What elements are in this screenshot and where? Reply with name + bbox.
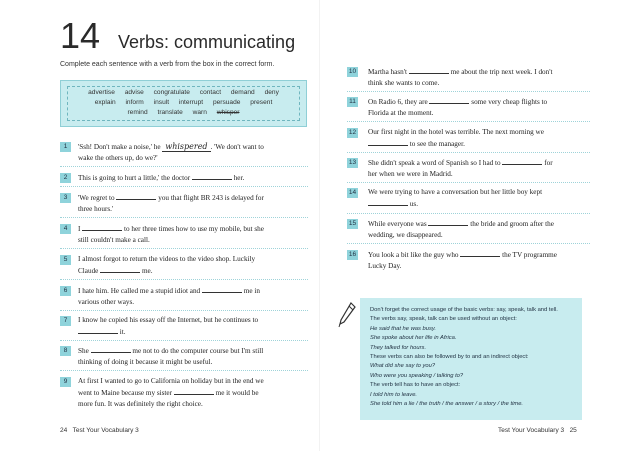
item-text: At first I wanted to go to California on holiday but in the end we [78, 377, 264, 385]
exercise-item-12 [368, 127, 590, 150]
item-text: the TV programme [500, 251, 557, 259]
tip-line: Don't forget the correct usage of the basic verbs: say, speak, talk and tell. [370, 307, 558, 313]
divider [347, 213, 590, 214]
item-text: wake the others up, do we?' [78, 154, 158, 162]
tip-line: The verb tell has to have an object: [370, 382, 461, 389]
word-box-row-1 [61, 89, 306, 96]
item-text: Martha hasn't [368, 68, 409, 76]
word-item: interrupt [178, 99, 204, 106]
item-text: She didn't speak a word of Spanish so I had to [368, 159, 503, 167]
item-text: the bride and groom after the [468, 220, 554, 228]
tip-example: I told him to leave. [370, 391, 418, 398]
item-number: 13 [348, 159, 357, 166]
exercise-item-9 [78, 376, 308, 410]
item-text: her when we were in Madrid. [368, 170, 453, 178]
item-text: Our first night in the hotel was terrible. The next morning we [368, 128, 544, 136]
item-text: . 'We don't want to [210, 143, 264, 151]
divider [60, 279, 308, 280]
exercise-item-11 [368, 96, 590, 119]
divider [347, 182, 590, 183]
item-text: I almost forgot to return the videos to the video shop. Luckily [78, 255, 256, 263]
answer-blank[interactable] [116, 192, 156, 200]
tip-example: She spoke about her life in Africa. [370, 335, 457, 342]
item-number: 12 [348, 129, 357, 136]
item-number: 8 [60, 346, 71, 356]
item-text: various other ways. [78, 298, 135, 306]
divider [347, 152, 590, 153]
exercise-item-10 [368, 66, 590, 89]
item-number: 5 [60, 255, 71, 265]
item-text: She [78, 347, 91, 355]
item-text: me. [140, 267, 153, 275]
exercise-item-16 [368, 249, 590, 272]
item-text: thinking of doing it because it might be useful. [78, 358, 213, 366]
item-text: to her three times how to use my mobile, but she [122, 225, 264, 233]
unit-number: 14 [60, 15, 101, 56]
exercise-item-6 [78, 285, 308, 308]
answer-blank[interactable] [192, 172, 232, 180]
answer-blank[interactable] [409, 66, 449, 74]
item-text: While everyone was [368, 220, 429, 228]
item-number: 4 [60, 224, 71, 234]
item-text: still couldn't make a call. [78, 236, 150, 244]
exercise-item-7 [78, 315, 308, 338]
book-title: Test Your Vocabulary 3 [72, 427, 139, 434]
page-number: 24 [60, 427, 68, 434]
item-text: This is going to hurt a little,' the doctor [78, 174, 192, 182]
divider [60, 370, 308, 371]
answer-blank[interactable] [368, 198, 408, 206]
item-text: went to Maine because my sister [78, 389, 174, 397]
word-box [60, 80, 307, 127]
word-item: advertise [88, 89, 115, 96]
word-item: deny [264, 89, 279, 96]
answer-blank[interactable] [91, 345, 131, 353]
divider [60, 340, 308, 341]
item-number: 3 [60, 193, 71, 203]
word-item: advise [124, 89, 144, 96]
item-text: Lucky Day. [368, 262, 402, 270]
tip-example: What did she say to you? [370, 363, 436, 370]
tip-example: They talked for hours. [370, 344, 427, 351]
item-text: her. [231, 174, 245, 182]
tip-example: Who were you speaking / talking to? [370, 372, 464, 379]
word-item: demand [230, 89, 255, 96]
word-box-row-2 [61, 99, 306, 106]
exercise-item-14 [368, 187, 590, 210]
answer-blank[interactable] [174, 387, 214, 395]
item-text: to see the manager. [408, 140, 465, 148]
word-item: explain [94, 99, 116, 106]
word-item: contact [199, 89, 222, 96]
word-item-crossed: whisper [216, 109, 240, 116]
answer-blank[interactable] [82, 223, 122, 231]
divider [60, 248, 308, 249]
item-number: 14 [348, 189, 357, 196]
right-footer [498, 427, 577, 434]
divider [60, 186, 308, 187]
item-text: 'We regret to [78, 194, 117, 202]
item-text: me not to do the computer course but I'm still [130, 347, 264, 355]
item-text: On Radio 6, they are [368, 98, 430, 106]
answer-blank[interactable] [502, 157, 542, 165]
item-text: wedding, we disappeared. [368, 231, 443, 239]
divider [347, 121, 590, 122]
item-text: I [78, 225, 83, 233]
divider [60, 166, 308, 167]
item-text: more fun. It was definitely the right choice. [78, 400, 203, 408]
word-item: insult [153, 99, 170, 106]
item-text: three hours.' [78, 205, 114, 213]
tip-example: He said that he was busy. [370, 325, 436, 332]
item-text: Florida at the moment. [368, 109, 434, 117]
tip-line: These verbs can also be followed by to and an indirect object: [370, 354, 529, 361]
item-number: 6 [60, 286, 71, 296]
left-footer [60, 427, 139, 434]
divider [347, 91, 590, 92]
word-item: congratulate [153, 89, 190, 96]
item-text: think she wants to come. [368, 79, 440, 87]
unit-title: Verbs: communicating [118, 32, 296, 52]
item-text: it. [118, 328, 126, 336]
answer-blank[interactable] [429, 96, 469, 104]
item-number: 2 [60, 173, 71, 183]
item-number: 1 [60, 142, 71, 152]
word-item: persuade [212, 99, 241, 106]
item-number: 9 [60, 377, 71, 387]
exercise-item-1 [78, 141, 308, 164]
tip-example: She told him a lie / the truth / the answer / a story / the time. [370, 401, 524, 408]
item-text: Claude [78, 267, 101, 275]
item-text: me about the trip next week. I don't [448, 68, 553, 76]
item-text: We were trying to have a conversation but her little boy kept [368, 188, 543, 196]
divider [60, 310, 308, 311]
answer-blank[interactable] [100, 265, 140, 273]
exercise-item-13 [368, 157, 590, 180]
exercise-item-15 [368, 218, 590, 241]
exercise-item-8 [78, 345, 308, 368]
item-text: for [542, 159, 553, 167]
item-text: I hate him. He called me a stupid idiot and [78, 287, 202, 295]
divider [60, 217, 308, 218]
page-gutter [319, 0, 320, 451]
item-number: 10 [348, 68, 357, 75]
page-number: 25 [569, 427, 577, 434]
item-text: 'Ssh! Don't make a noise,' he [78, 143, 163, 151]
tip-box [360, 298, 582, 420]
exercise-item-2 [78, 172, 308, 184]
word-item: translate [157, 109, 183, 116]
instructions: Complete each sentence with a verb from the box in the correct form. [60, 61, 275, 68]
divider [347, 243, 590, 244]
answer-blank[interactable] [202, 285, 242, 293]
item-text: us. [408, 200, 418, 208]
answer-blank[interactable] [428, 218, 468, 226]
item-text: You look a bit like the guy who [368, 251, 461, 259]
word-item: remind [127, 109, 148, 116]
example-answer: whispered [162, 142, 210, 152]
tip-line: The verbs say, speak, talk can be used without an object: [370, 316, 517, 323]
item-number: 7 [60, 316, 71, 326]
item-text: me in [241, 287, 260, 295]
pen-icon [338, 302, 356, 333]
item-text: some very cheap flights to [469, 98, 548, 106]
item-text: you that flight BR 243 is delayed for [156, 194, 264, 202]
word-item: inform [125, 99, 144, 106]
item-number: 11 [347, 97, 358, 107]
word-item: present [250, 99, 273, 106]
answer-blank[interactable] [368, 138, 408, 146]
word-box-row-3 [61, 109, 306, 116]
exercise-item-3 [78, 192, 308, 215]
exercise-item-5 [78, 254, 308, 277]
item-number: 15 [348, 220, 357, 227]
item-number: 16 [348, 251, 357, 258]
word-item: warn [192, 109, 207, 116]
book-title: Test Your Vocabulary 3 [498, 427, 565, 434]
answer-blank[interactable] [78, 326, 118, 334]
exercise-item-4 [78, 223, 308, 246]
answer-blank[interactable] [460, 249, 500, 257]
item-text: me it would be [213, 389, 259, 397]
item-text: I know he copied his essay off the Internet, but he continues to [78, 316, 259, 324]
